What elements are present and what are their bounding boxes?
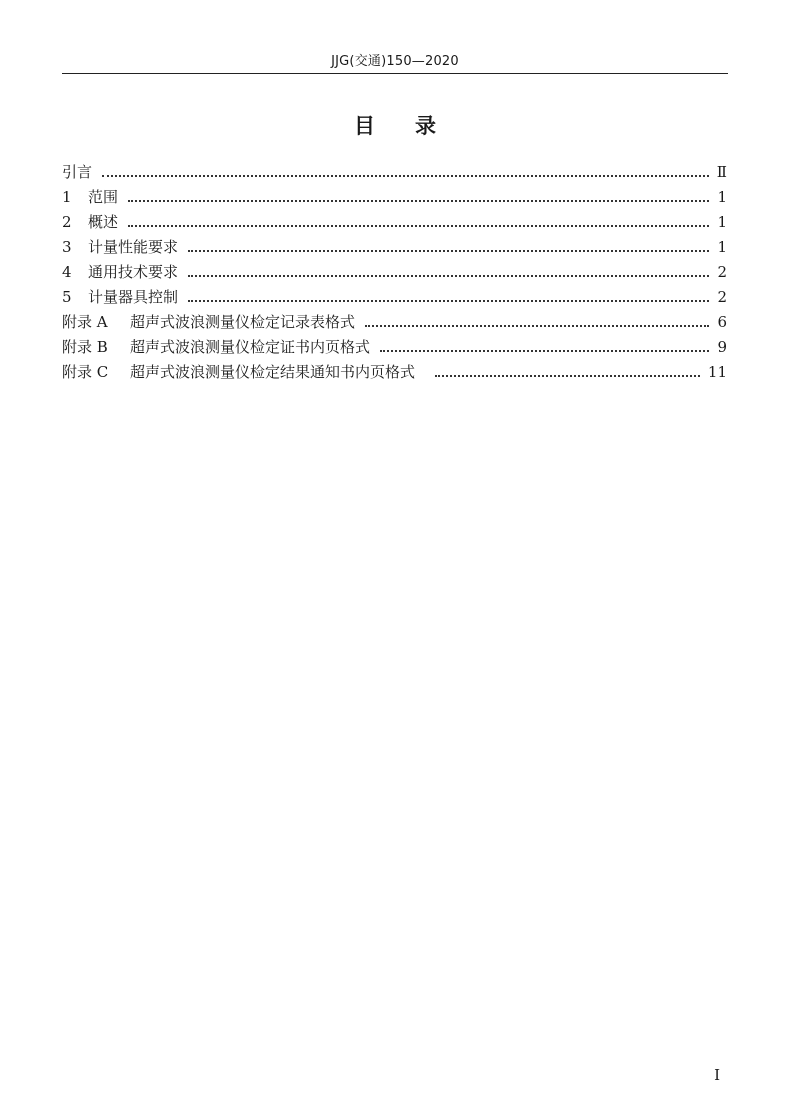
toc-entry-page: 1 — [717, 188, 727, 206]
toc-entry-appendix-c[interactable] — [62, 356, 727, 381]
footer-page-number: Ⅰ — [714, 1066, 720, 1084]
toc-dot-leader — [188, 292, 709, 302]
toc-dot-leader — [435, 367, 700, 377]
toc-entry-number: 2 — [62, 213, 72, 231]
toc-entry-2[interactable] — [62, 206, 727, 231]
toc-entry-page: 2 — [717, 288, 727, 306]
toc-entry-5[interactable] — [62, 281, 727, 306]
header-rule — [62, 73, 728, 74]
toc-entry-1[interactable] — [62, 181, 727, 206]
toc-dot-leader — [128, 217, 709, 227]
toc-entry-label: 超声式波浪测量仪检定结果通知书内页格式 — [130, 363, 416, 381]
toc-entry-page: 1 — [717, 213, 727, 231]
toc-dot-leader — [102, 167, 709, 177]
toc-entry-3[interactable] — [62, 231, 727, 256]
toc-entry-label: 概述 — [88, 213, 119, 231]
toc-dot-leader — [188, 242, 709, 252]
toc-entry-page: 11 — [707, 363, 727, 381]
toc-entry-page: 6 — [717, 313, 727, 331]
toc-entry-introduction[interactable] — [62, 156, 727, 181]
toc-entry-page: 1 — [717, 238, 727, 256]
toc-entry-appendix-a[interactable] — [62, 306, 727, 331]
toc-entry-appendix-b[interactable] — [62, 331, 727, 356]
toc-entry-label: 通用技术要求 — [88, 263, 179, 281]
toc-entry-label: 超声式波浪测量仪检定记录表格式 — [130, 313, 356, 331]
toc-entry-page: Ⅱ — [716, 163, 727, 181]
toc-dot-leader — [365, 317, 709, 327]
table-of-contents — [62, 156, 727, 381]
toc-entry-number: 4 — [62, 263, 72, 281]
toc-dot-leader — [128, 192, 709, 202]
toc-entry-page: 2 — [717, 263, 727, 281]
toc-entry-label: 范围 — [88, 188, 119, 206]
toc-entry-label: 引言 — [62, 163, 93, 181]
toc-entry-number: 附录 A — [62, 313, 108, 331]
toc-entry-number: 1 — [62, 188, 72, 206]
toc-entry-label: 超声式波浪测量仪检定证书内页格式 — [130, 338, 371, 356]
page-title: 目录 — [354, 114, 476, 138]
toc-dot-leader — [380, 342, 709, 352]
toc-entry-4[interactable] — [62, 256, 727, 281]
toc-dot-leader — [188, 267, 709, 277]
toc-entry-page: 9 — [717, 338, 727, 356]
toc-entry-number: 5 — [62, 288, 72, 306]
toc-entry-number: 附录 C — [62, 363, 109, 381]
document-code-header: JJG(交通)150—2020 — [331, 54, 459, 69]
toc-entry-number: 附录 B — [62, 338, 108, 356]
toc-entry-label: 计量器具控制 — [88, 288, 179, 306]
toc-entry-number: 3 — [62, 238, 72, 256]
toc-entry-label: 计量性能要求 — [88, 238, 179, 256]
